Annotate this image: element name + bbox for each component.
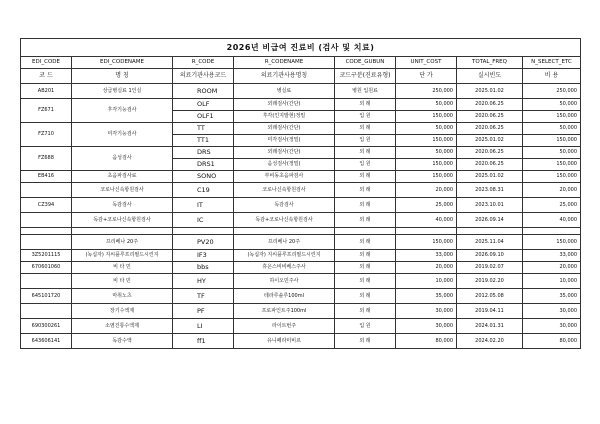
column-code: R_CODENAME: [234, 57, 335, 69]
total-freq: 2019.04.11: [457, 304, 523, 319]
edi-code: FZ688: [21, 147, 72, 171]
total-freq: 2020.06.25: [457, 123, 523, 135]
code-gubun: 외 래: [335, 250, 396, 262]
table-row: [21, 334, 581, 349]
table-row: [21, 289, 581, 304]
edi-code: 690300261: [21, 319, 72, 334]
cost: 150,000: [523, 111, 581, 123]
r-code: C19: [173, 183, 234, 198]
cost: 80,000: [523, 334, 581, 349]
total-freq: 2025.01.02: [457, 135, 523, 147]
edi-code: [21, 235, 72, 250]
column-code: R_CODE: [173, 57, 234, 69]
r-code: DRS1: [173, 159, 234, 171]
edi-name: 비 타 민: [72, 262, 173, 274]
table-row: [21, 235, 581, 250]
total-freq: 2012.05.08: [457, 289, 523, 304]
edi-code: [21, 304, 72, 319]
unit-cost: 20,000: [396, 183, 457, 198]
table-row: [21, 250, 581, 262]
unit-cost: 150,000: [396, 159, 457, 171]
unit-cost: 33,000: [396, 250, 457, 262]
column-code: TOTAL_FREQ: [457, 57, 523, 69]
cost: 20,000: [523, 262, 581, 274]
edi-code: 645101720: [21, 289, 72, 304]
code-gubun: 외 래: [335, 171, 396, 183]
code-gubun: 외 래: [335, 213, 396, 228]
r-name: 미각검사(정밀): [234, 135, 335, 147]
total-freq: 2025.11.04: [457, 235, 523, 250]
total-freq: 2019.02.20: [457, 274, 523, 289]
table-row: [21, 123, 581, 135]
table-row: [21, 171, 581, 183]
r-name: 외래검사(간단): [234, 147, 335, 159]
column-code-row: [21, 57, 581, 69]
cost: 50,000: [523, 123, 581, 135]
r-name: 라이트번주: [234, 319, 335, 334]
r-code: DRS: [173, 147, 234, 159]
edi-name: 상급병실료 1인실: [72, 84, 173, 99]
edi-code: AB201: [21, 84, 72, 99]
cost: 25,000: [523, 198, 581, 213]
edi-name: 마취노츠: [72, 289, 173, 304]
cost: 30,000: [523, 304, 581, 319]
cost: 10,000: [523, 274, 581, 289]
edi-code: 3Z5201115: [21, 250, 72, 262]
cost: 50,000: [523, 99, 581, 111]
cost: 150,000: [523, 135, 581, 147]
r-code: TF: [173, 289, 234, 304]
edi-name: 미각기능검사: [72, 123, 173, 147]
price-table: [20, 38, 581, 349]
cost: 35,000: [523, 289, 581, 304]
code-gubun: 입 원: [335, 135, 396, 147]
r-code: LI: [173, 319, 234, 334]
edi-code: CZ394: [21, 198, 72, 213]
r-name: 유니페라미비르: [234, 334, 335, 349]
code-gubun: 외 래: [335, 99, 396, 111]
r-code: IF3: [173, 250, 234, 262]
code-gubun: 외 래: [335, 123, 396, 135]
r-code: SONO: [173, 171, 234, 183]
table-row: [21, 84, 581, 99]
cost: 30,000: [523, 319, 581, 334]
r-name: 음성검사(정밀): [234, 159, 335, 171]
column-code: EDI_CODE: [21, 57, 72, 69]
r-name: 부비동초음파검사: [234, 171, 335, 183]
r-code: OLF: [173, 99, 234, 111]
table-row: [21, 147, 581, 159]
edi-name: 독감+코로나신속항원검사: [72, 213, 173, 228]
column-code: UNIT_COST: [396, 57, 457, 69]
r-code: PV20: [173, 235, 234, 250]
unit-cost: 80,000: [396, 334, 457, 349]
r-name: 하이오민주사: [234, 274, 335, 289]
r-name: 휴온스비비베스주사: [234, 262, 335, 274]
code-gubun: 외 래: [335, 235, 396, 250]
unit-cost: 250,000: [396, 84, 457, 99]
edi-code: FZ710: [21, 123, 72, 147]
edi-name: 후각기능검사: [72, 99, 173, 123]
total-freq: 2026.09.14: [457, 213, 523, 228]
cost: 150,000: [523, 171, 581, 183]
cost: 50,000: [523, 147, 581, 159]
edi-name: 독감수액: [72, 334, 173, 349]
r-code: OLF1: [173, 111, 234, 123]
code-gubun: 외 래: [335, 183, 396, 198]
edi-name: 독감검사: [72, 198, 173, 213]
cost: 33,000: [523, 250, 581, 262]
r-name: 독감+코로나신속항원검사: [234, 213, 335, 228]
unit-cost: 40,000: [396, 213, 457, 228]
total-freq: 2020.06.25: [457, 99, 523, 111]
r-code: PF: [173, 304, 234, 319]
table-row: [21, 183, 581, 198]
unit-cost: 150,000: [396, 135, 457, 147]
edi-name: 코로나신속항원검사: [72, 183, 173, 198]
table-row: [21, 304, 581, 319]
r-name: 프로파인트주100ml: [234, 304, 335, 319]
r-name: 프리베나 20주: [234, 235, 335, 250]
edi-code: FZ671: [21, 99, 72, 123]
unit-cost: 30,000: [396, 319, 457, 334]
total-freq: 2024.01.31: [457, 319, 523, 334]
code-gubun: 외 래: [335, 198, 396, 213]
table-row: [21, 262, 581, 274]
code-gubun: 입 원: [335, 319, 396, 334]
total-freq: 2020.06.25: [457, 159, 523, 171]
r-name: 병실료: [234, 84, 335, 99]
column-header: 명 칭: [72, 69, 173, 84]
code-gubun: 외 래: [335, 289, 396, 304]
edi-name: 비 타 민: [72, 274, 173, 289]
r-code: HY: [173, 274, 234, 289]
code-gubun: 외 래: [335, 334, 396, 349]
table-row: [21, 274, 581, 289]
edi-code: [21, 183, 72, 198]
edi-code: [21, 213, 72, 228]
column-header: 단 가: [396, 69, 457, 84]
table-row: [21, 198, 581, 213]
unit-cost: 50,000: [396, 99, 457, 111]
r-code: bbs: [173, 262, 234, 274]
column-code: CODE_GUBUN: [335, 57, 396, 69]
unit-cost: 50,000: [396, 123, 457, 135]
code-gubun: 외 래: [335, 274, 396, 289]
code-gubun: 외 래: [335, 147, 396, 159]
column-header: 코드구분(진료유형): [335, 69, 396, 84]
edi-code: EB416: [21, 171, 72, 183]
unit-cost: 25,000: [396, 198, 457, 213]
edi-name: 프리베나 20주: [72, 235, 173, 250]
edi-name: 장기수액제: [72, 304, 173, 319]
unit-cost: 150,000: [396, 171, 457, 183]
unit-cost: 30,000: [396, 304, 457, 319]
code-gubun: 입 원: [335, 111, 396, 123]
total-freq: 2026.09.10: [457, 250, 523, 262]
column-header: 의료기관사용코드: [173, 69, 234, 84]
total-freq: 2019.02.07: [457, 262, 523, 274]
cost: 150,000: [523, 235, 581, 250]
column-code: N_SELECT_ETC: [523, 57, 581, 69]
unit-cost: 35,000: [396, 289, 457, 304]
edi-name: 초음파검사료: [72, 171, 173, 183]
code-gubun: 외 래: [335, 304, 396, 319]
r-name: 코로나신속항원검사: [234, 183, 335, 198]
total-freq: 2020.06.25: [457, 111, 523, 123]
column-header: 코 드: [21, 69, 72, 84]
unit-cost: 10,000: [396, 274, 457, 289]
cost: 150,000: [523, 159, 581, 171]
r-code: TT1: [173, 135, 234, 147]
edi-name: 소염진통수액제: [72, 319, 173, 334]
empty-row: [21, 228, 581, 235]
r-code: IT: [173, 198, 234, 213]
r-code: IC: [173, 213, 234, 228]
code-gubun: 외 래: [335, 262, 396, 274]
total-freq: 2025.01.02: [457, 171, 523, 183]
edi-name: (녹십자) 지씨플루프리필드시린지: [72, 250, 173, 262]
total-freq: 2023.10.01: [457, 198, 523, 213]
r-code: ff1: [173, 334, 234, 349]
unit-cost: 50,000: [396, 147, 457, 159]
edi-code: 643606141: [21, 334, 72, 349]
edi-code: 670601060: [21, 262, 72, 274]
unit-cost: 20,000: [396, 262, 457, 274]
table-title: 2026년 비급여 진료비 (검사 및 치료): [21, 39, 581, 57]
edi-name: 음성검사: [72, 147, 173, 171]
total-freq: 2024.02.20: [457, 334, 523, 349]
total-freq: 2023.08.31: [457, 183, 523, 198]
column-header-row: [21, 69, 581, 84]
total-freq: 2025.01.02: [457, 84, 523, 99]
cost: 40,000: [523, 213, 581, 228]
r-name: 테라루솔루100ml: [234, 289, 335, 304]
r-code: TT: [173, 123, 234, 135]
r-code: ROOM: [173, 84, 234, 99]
r-name: (녹십자) 지씨플루프리필드시린지: [234, 250, 335, 262]
code-gubun: 입 원: [335, 159, 396, 171]
column-header: 비 용: [523, 69, 581, 84]
table-row: [21, 319, 581, 334]
edi-code: [21, 274, 72, 289]
unit-cost: 150,000: [396, 235, 457, 250]
cost: 250,000: [523, 84, 581, 99]
cost: 20,000: [523, 183, 581, 198]
table-row: [21, 213, 581, 228]
column-header: 실시빈도: [457, 69, 523, 84]
code-gubun: 병원 입원료: [335, 84, 396, 99]
r-name: 후각(인지발현)정밀: [234, 111, 335, 123]
r-name: 외래검사(간단): [234, 123, 335, 135]
unit-cost: 150,000: [396, 111, 457, 123]
total-freq: 2020.06.25: [457, 147, 523, 159]
r-name: 외래검사(간단): [234, 99, 335, 111]
column-header: 의료기관사용명칭: [234, 69, 335, 84]
table-row: [21, 99, 581, 111]
column-code: EDI_CODENAME: [72, 57, 173, 69]
r-name: 독감검사: [234, 198, 335, 213]
